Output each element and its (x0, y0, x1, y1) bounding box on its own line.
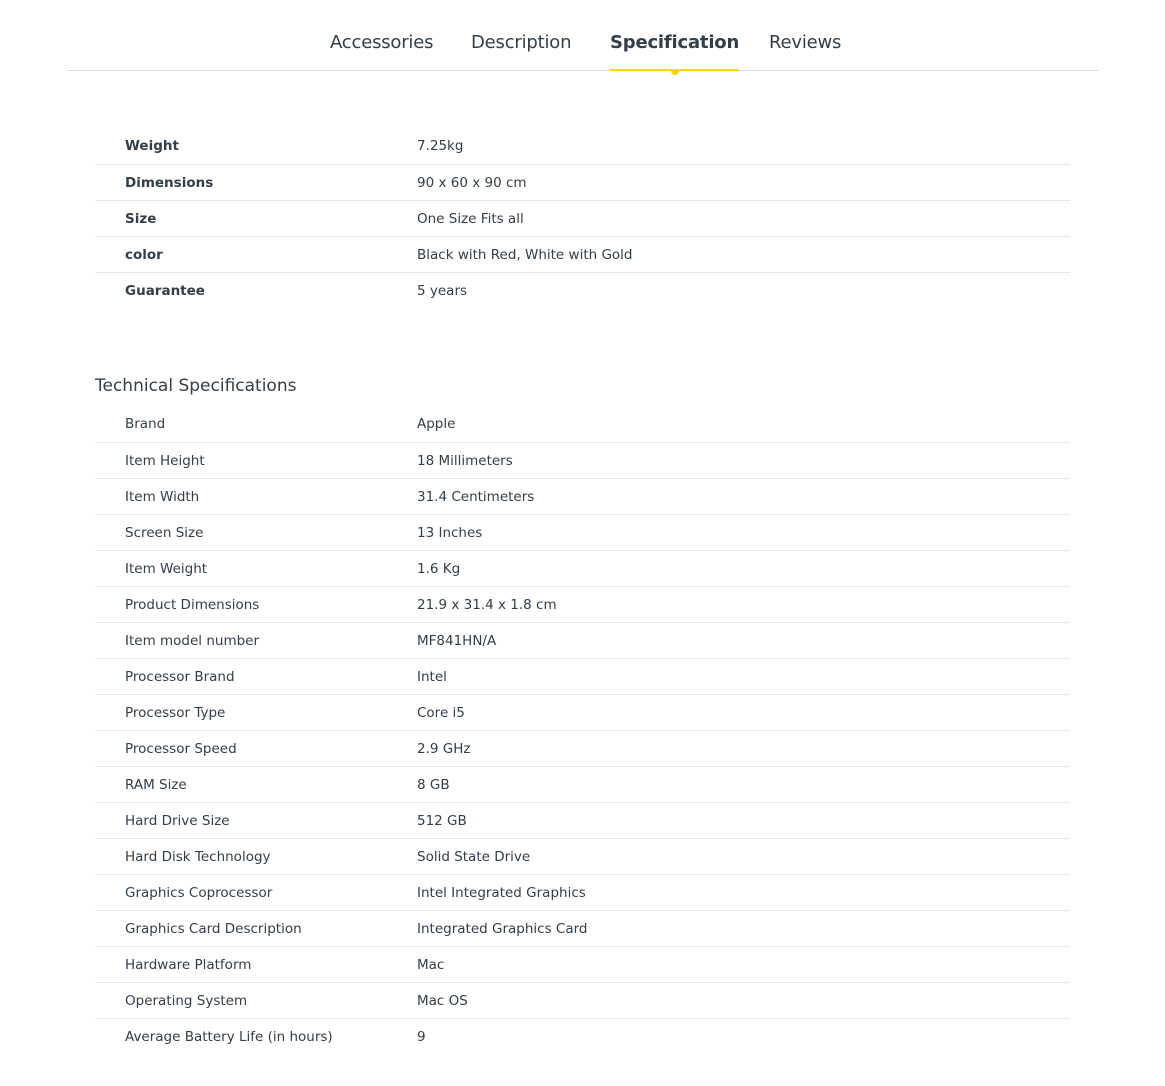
table-row (95, 658, 1070, 694)
spec-key: Hard Disk Technology (125, 849, 271, 865)
spec-value: 8 GB (417, 777, 450, 793)
spec-value: 1.6 Kg (417, 561, 461, 577)
tab-reviews[interactable]: Reviews (769, 32, 842, 53)
product-tabs (67, 0, 1099, 71)
spec-value: Solid State Drive (417, 849, 531, 865)
spec-row-color (95, 236, 1070, 272)
general-spec-table (95, 128, 1070, 308)
spec-key: Processor Speed (125, 741, 237, 757)
spec-key: Processor Type (125, 705, 226, 721)
spec-key: Weight (125, 138, 179, 154)
table-row (95, 622, 1070, 658)
spec-value: 2.9 GHz (417, 741, 471, 757)
spec-value: Mac OS (417, 993, 468, 1009)
table-row (95, 766, 1070, 802)
spec-row-size (95, 200, 1070, 236)
spec-value: Apple (417, 416, 456, 432)
spec-value: 9 (417, 1029, 426, 1045)
tab-specification-label: Specification (610, 32, 740, 53)
spec-value: 5 years (417, 283, 468, 299)
spec-key: Item Width (125, 489, 200, 505)
table-row (95, 694, 1070, 730)
technical-spec-table (95, 406, 1070, 1054)
spec-key: Dimensions (125, 175, 214, 191)
table-row (95, 586, 1070, 622)
tab-description[interactable]: Description (471, 32, 572, 53)
spec-key: Item Height (125, 453, 205, 469)
spec-value: 13 Inches (417, 525, 483, 541)
table-row (95, 910, 1070, 946)
spec-key: Product Dimensions (125, 597, 260, 613)
spec-key: color (125, 247, 163, 263)
spec-value: Core i5 (417, 705, 465, 721)
table-row (95, 946, 1070, 982)
spec-key: Item Weight (125, 561, 208, 577)
active-tab-dot (671, 71, 679, 75)
table-row (95, 1018, 1070, 1054)
spec-row-weight (95, 128, 1070, 164)
spec-value: 90 x 60 x 90 cm (417, 175, 527, 191)
spec-key: RAM Size (125, 777, 187, 793)
spec-key: Average Battery Life (in hours) (125, 1029, 333, 1045)
table-row (95, 982, 1070, 1018)
table-row (95, 838, 1070, 874)
spec-value: 31.4 Centimeters (417, 489, 535, 505)
spec-key: Guarantee (125, 283, 205, 299)
table-row (95, 514, 1070, 550)
spec-value: Integrated Graphics Card (417, 921, 588, 937)
table-row (95, 730, 1070, 766)
spec-value: 7.25kg (417, 138, 464, 154)
spec-key: Operating System (125, 993, 248, 1009)
spec-key: Screen Size (125, 525, 204, 541)
spec-key: Size (125, 211, 157, 227)
table-row (95, 874, 1070, 910)
spec-value: 512 GB (417, 813, 467, 829)
table-row (95, 550, 1070, 586)
spec-key: Graphics Card Description (125, 921, 302, 937)
spec-key: Hardware Platform (125, 957, 252, 973)
table-row (95, 406, 1070, 442)
spec-key: Processor Brand (125, 669, 235, 685)
table-row (95, 478, 1070, 514)
spec-value: Mac (417, 957, 445, 973)
spec-value: Intel Integrated Graphics (417, 885, 586, 901)
spec-value: 18 Millimeters (417, 453, 513, 469)
spec-row-guarantee (95, 272, 1070, 308)
spec-value: Black with Red, White with Gold (417, 247, 633, 263)
table-row (95, 442, 1070, 478)
spec-key: Item model number (125, 633, 260, 649)
spec-key: Brand (125, 416, 166, 432)
tab-specification[interactable] (610, 30, 739, 56)
spec-key: Hard Drive Size (125, 813, 230, 829)
spec-value: One Size Fits all (417, 211, 524, 227)
technical-specs-title: Technical Specifications (95, 376, 297, 396)
spec-value: Intel (417, 669, 447, 685)
spec-key: Graphics Coprocessor (125, 885, 273, 901)
spec-value: 21.9 x 31.4 x 1.8 cm (417, 597, 557, 613)
spec-value: MF841HN/A (417, 633, 497, 649)
spec-row-dimensions (95, 164, 1070, 200)
tab-accessories[interactable]: Accessories (330, 32, 434, 53)
table-row (95, 802, 1070, 838)
